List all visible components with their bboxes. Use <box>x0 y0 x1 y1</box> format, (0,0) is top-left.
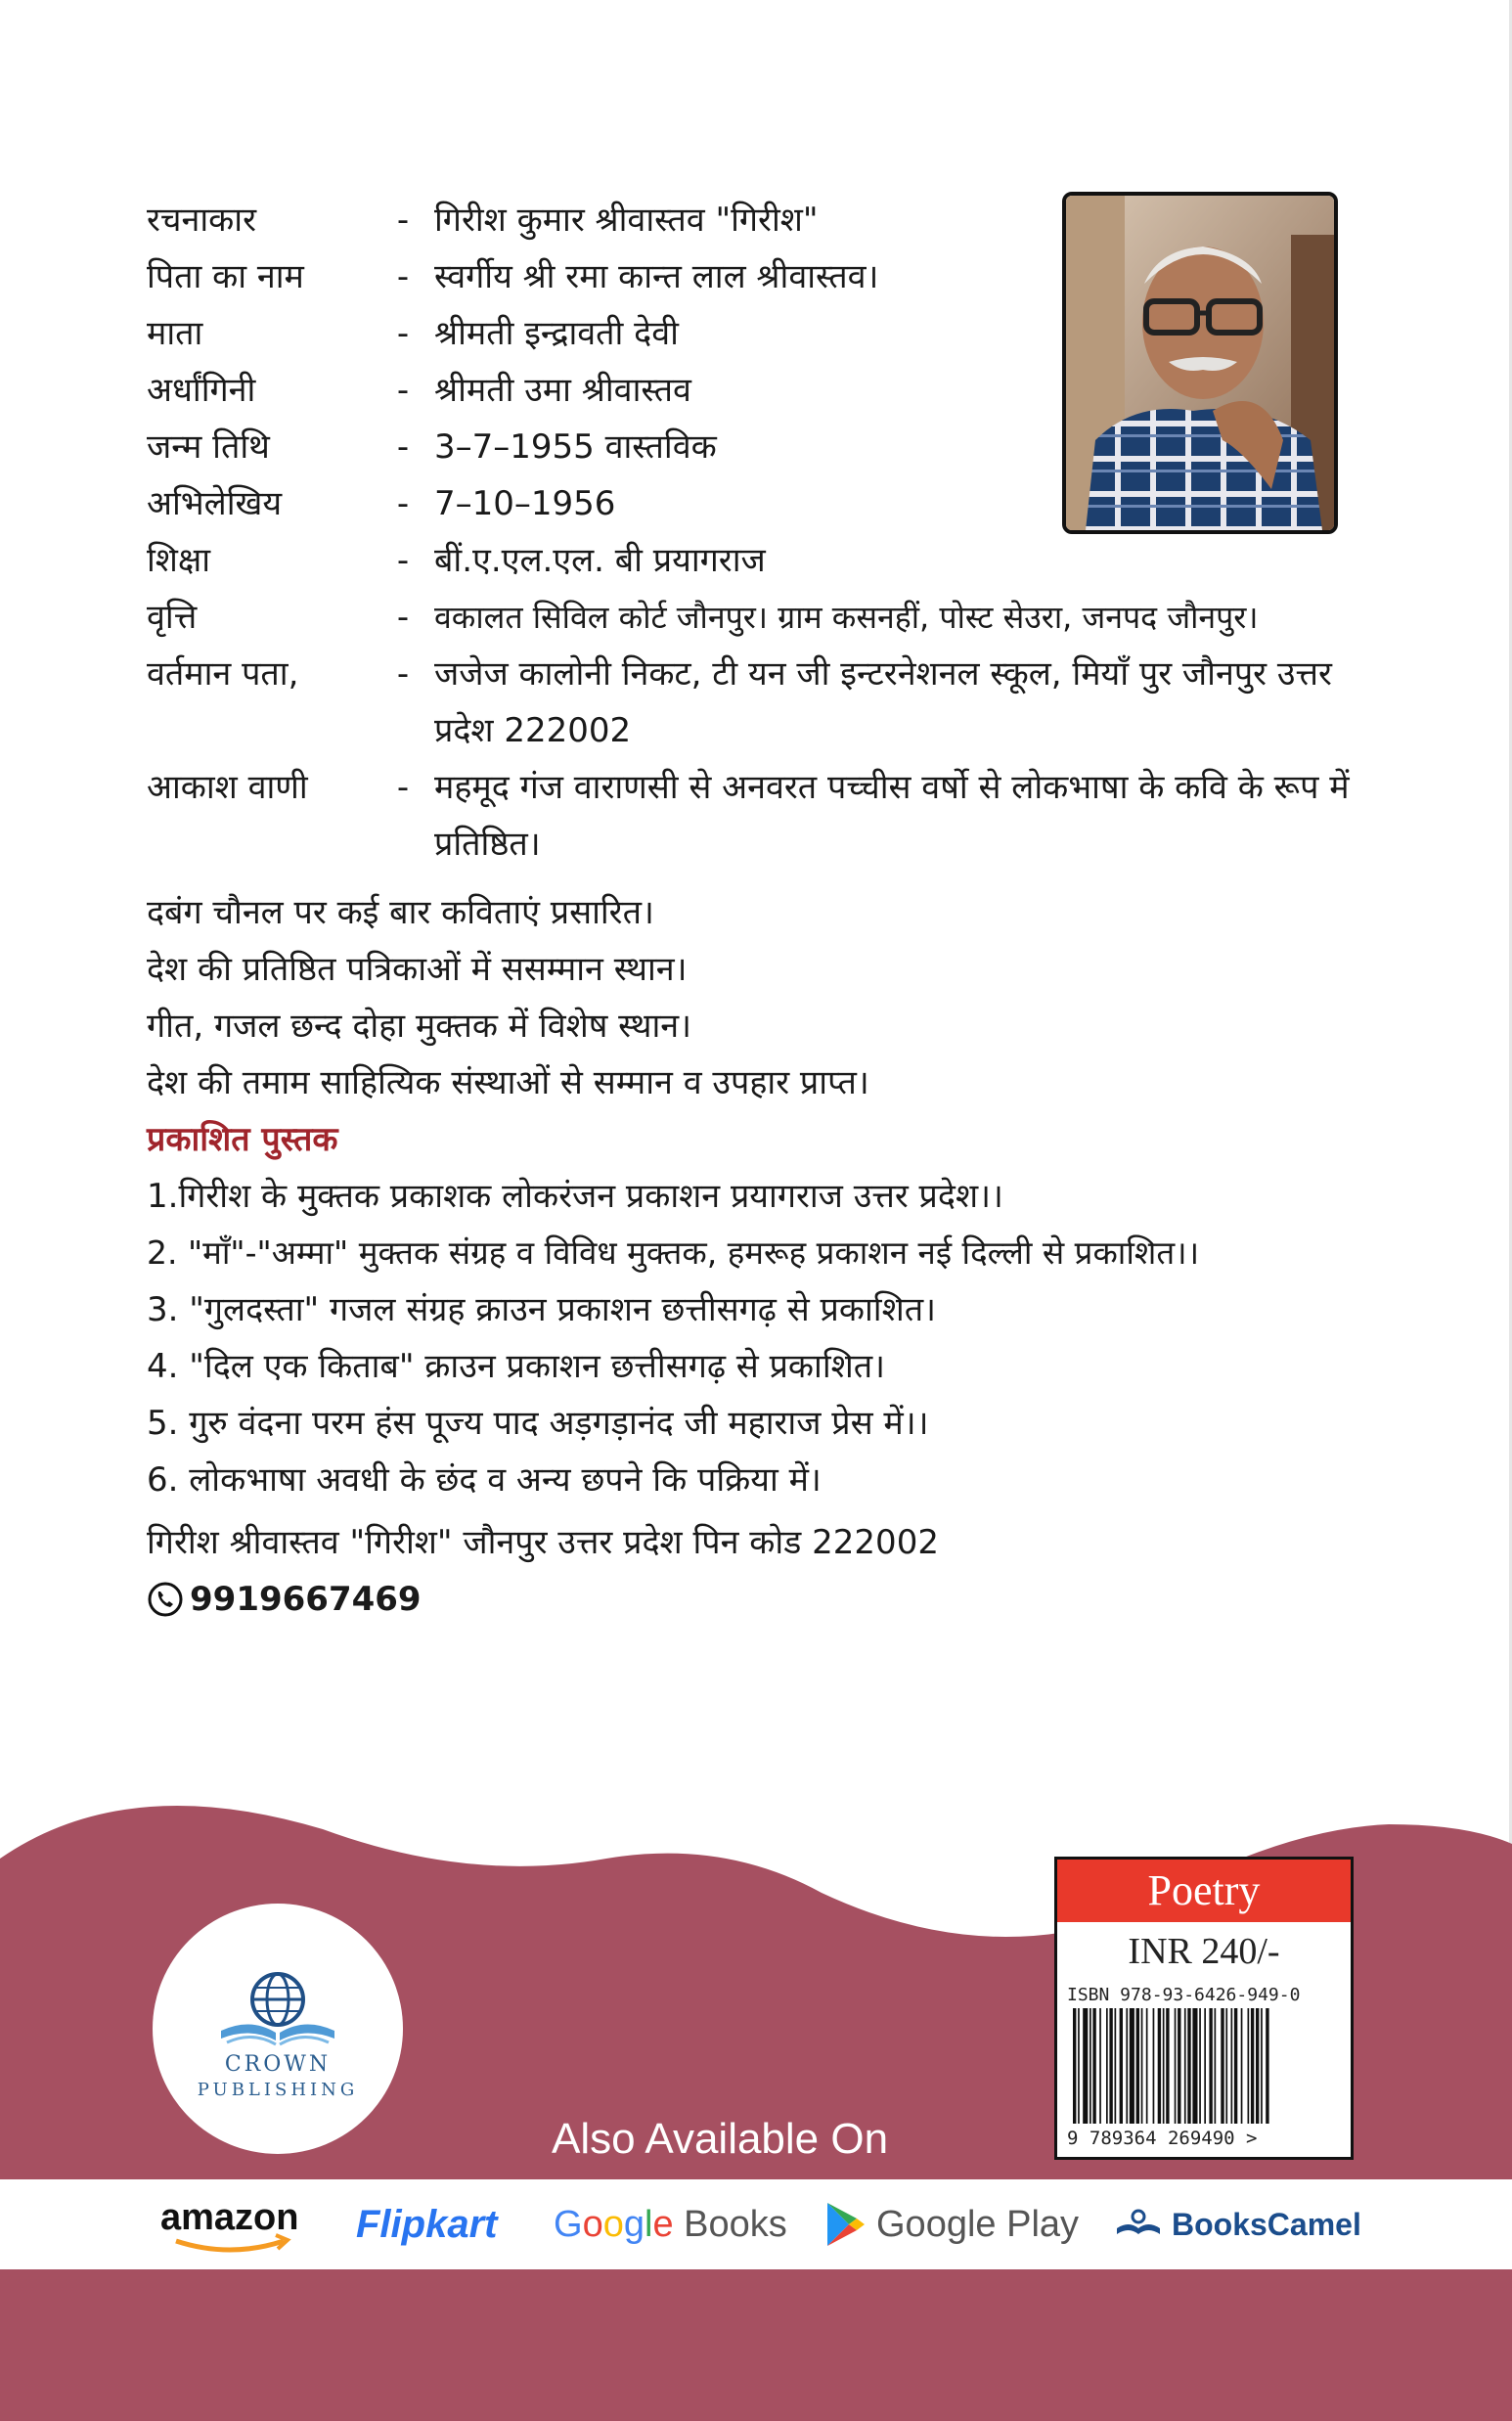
barcode-bar <box>1141 2008 1143 2124</box>
bio-dash: - <box>396 541 410 580</box>
barcode-bar <box>1090 2008 1091 2124</box>
note-line: देश की प्रतिष्ठित पत्रिकाओं में ससम्मान स्थान। <box>147 950 688 989</box>
store-bookscamel[interactable] <box>1113 2179 1361 2269</box>
published-item: 2. "माँ"-"अम्मा" मुक्तक संग्रह व विविध मुक्तक, हमरूह प्रकाशन नई दिल्ली से प्रकाशित।। <box>147 1233 1200 1272</box>
notes-block <box>147 884 1418 1628</box>
bio-value: 7–10–1956 <box>434 484 616 523</box>
genre-label: Poetry <box>1057 1860 1351 1922</box>
published-item: 4. "दिल एक किताब" क्राउन प्रकाशन छत्तीसगढ़ से प्रकाशित। <box>147 1347 886 1386</box>
amazon-logo <box>156 2190 313 2259</box>
publisher-logo <box>153 1904 403 2154</box>
store-google-books[interactable] <box>554 2179 787 2269</box>
barcode-bar <box>1192 2008 1197 2124</box>
barcode-bar <box>1163 2008 1165 2124</box>
bookscamel-icon <box>1113 2205 1164 2244</box>
bio-row <box>147 759 1418 873</box>
bio-row <box>147 532 1418 589</box>
barcode-bar <box>1215 2008 1217 2124</box>
publisher-subname: PUBLISHING <box>197 2080 359 2100</box>
google-books-letter: s <box>768 2203 787 2245</box>
google-books-letter: o <box>582 2203 603 2245</box>
barcode-bar <box>1178 2008 1180 2124</box>
google-books-letter: G <box>554 2203 583 2245</box>
bio-label: आकाश वाणी <box>147 768 308 807</box>
barcode-bar <box>1248 2008 1250 2124</box>
barcode-bar <box>1146 2008 1148 2124</box>
google-books-letter: o <box>602 2203 624 2245</box>
bio-value: बीं.ए.एल.एल. बी प्रयागराज <box>434 541 766 580</box>
bio-value: श्रीमती इन्द्रावती देवी <box>434 314 679 353</box>
barcode-bar <box>1083 2008 1088 2124</box>
barcode-number: 9 789364 269490 > <box>1067 2128 1258 2149</box>
bio-dash: - <box>396 427 410 467</box>
barcode-bar <box>1175 2008 1177 2124</box>
phone-icon <box>147 1581 184 1618</box>
bio-row <box>147 646 1418 759</box>
bio-dash: - <box>396 484 410 523</box>
google-books-letter: o <box>708 2203 730 2245</box>
published-item: 5. गुरु वंदना परम हंस पूज्य पाद अड़गड़ानंद जी महाराज प्रेस में।। <box>147 1404 929 1443</box>
available-title: Also Available On <box>552 2115 889 2163</box>
barcode-bar <box>1209 2008 1212 2124</box>
bio-label: पिता का नाम <box>147 257 304 296</box>
google-play-label: Google Play <box>876 2203 1080 2245</box>
barcode-bar <box>1234 2008 1237 2124</box>
note-line: दबंग चौनल पर कई बार कविताएं प्रसारित। <box>147 893 654 932</box>
barcode-bar <box>1184 2008 1186 2124</box>
bio-dash: - <box>396 768 410 807</box>
amazon-wordmark: amazon <box>160 2197 299 2238</box>
barcode-bar <box>1199 2008 1201 2124</box>
google-books-letter: e <box>652 2203 674 2245</box>
bookscamel-label: BooksCamel <box>1172 2206 1361 2242</box>
barcode-bar <box>1078 2008 1080 2124</box>
bio-label: शिक्षा <box>147 541 211 580</box>
barcode-bar <box>1221 2008 1223 2124</box>
bio-dash: - <box>396 201 410 240</box>
barcode-bar <box>1130 2008 1134 2124</box>
google-books-letter: B <box>684 2203 709 2245</box>
isbn-label: ISBN 978-93-6426-949-0 <box>1067 1985 1301 2005</box>
store-google-play[interactable] <box>823 2179 1079 2269</box>
barcode-bar <box>1073 2008 1076 2124</box>
google-books-letter: g <box>623 2203 645 2245</box>
bio-label: वर्तमान पता, <box>147 654 299 694</box>
google-books-letter: k <box>749 2203 769 2245</box>
bio-dash: - <box>396 371 410 410</box>
bio-label: रचनाकार <box>147 201 256 240</box>
bio-label: अर्धांगिनी <box>147 371 256 410</box>
bio-value: वकालत सिविल कोर्ट जौनपुर। ग्राम कसनहीं, पोस्ट सेउरा, जनपद जौनपुर। <box>434 599 1259 636</box>
store-amazon[interactable] <box>156 2179 313 2269</box>
google-play-icon <box>823 2201 867 2248</box>
barcode-bar <box>1126 2008 1128 2124</box>
note-line: देश की तमाम साहित्यिक संस्थाओं से सम्मान व उपहार प्राप्त। <box>147 1063 869 1102</box>
barcode-bar <box>1092 2008 1095 2124</box>
bio-dash: - <box>396 257 410 296</box>
barcode-bar <box>1204 2008 1206 2124</box>
bio-value: श्रीमती उमा श्रीवास्तव <box>434 371 691 410</box>
barcode-bar <box>1187 2008 1190 2124</box>
bio-dash: - <box>396 314 410 353</box>
store-flipkart[interactable]: Flipkart <box>356 2202 498 2246</box>
barcode-bar <box>1266 2008 1268 2124</box>
bio-label: माता <box>147 314 203 353</box>
globe-book-icon <box>153 1904 403 2154</box>
phone-number: 9919667469 <box>190 1580 422 1619</box>
author-photo <box>1062 192 1338 534</box>
google-books-letter: l <box>644 2203 653 2245</box>
published-item: 6. लोकभाषा अवधी के छंद व अन्य छपने कि पक्रिया में। <box>147 1460 822 1500</box>
barcode <box>1071 2008 1341 2126</box>
google-books-label <box>554 2204 787 2246</box>
barcode-bar <box>1109 2008 1112 2124</box>
note-line: गीत, गजल छन्द दोहा मुक्तक में विशेष स्थान। <box>147 1007 692 1046</box>
bio-dash: - <box>396 598 410 637</box>
barcode-bar <box>1166 2008 1169 2124</box>
barcode-bar <box>1256 2008 1259 2124</box>
bio-label: वृत्ति <box>147 598 198 637</box>
phone-line <box>147 1571 1418 1628</box>
bio-value: जजेज कालोनी निकट, टी यन जी इन्टरनेशनल स्कूल, मियाँ पुर जौनपुर उत्तर प्रदेश 222002 <box>434 654 1332 750</box>
published-item: 1.गिरीश के मुक्तक प्रकाशक लोकरंजन प्रकाशन प्रयागराज उत्तर प्रदेश।। <box>147 1177 1003 1216</box>
bio-value: महमूद गंज वाराणसी से अनवरत पच्चीस वर्षो से लोकभाषा के कवि के रूप में प्रतिष्ठित। <box>434 768 1350 864</box>
published-heading: प्रकाशित पुस्तक <box>147 1120 338 1159</box>
bio-label: जन्म तिथि <box>147 427 270 467</box>
barcode-bar <box>1136 2008 1139 2124</box>
barcode-bar <box>1120 2008 1123 2124</box>
price-label: INR 240/- <box>1128 1931 1280 1972</box>
bio-dash: - <box>396 654 410 694</box>
barcode-bar <box>1241 2008 1243 2124</box>
publisher-name: CROWN <box>224 2052 332 2077</box>
price-box <box>1054 1857 1354 2160</box>
bio-row <box>147 589 1418 646</box>
barcode-bar <box>1231 2008 1233 2124</box>
author-photo-image <box>1066 196 1334 530</box>
barcode-bar <box>1099 2008 1101 2124</box>
barcode-bar <box>1261 2008 1263 2124</box>
barcode-bar <box>1106 2008 1108 2124</box>
barcode-bar <box>1158 2008 1161 2124</box>
footer-address: गिरीश श्रीवास्तव "गिरीश" जौनपुर उत्तर प्रदेश पिन कोड 222002 <box>147 1523 939 1562</box>
bio-value: 3–7–1955 वास्तविक <box>434 427 717 467</box>
barcode-bar <box>1251 2008 1254 2124</box>
bio-value: गिरीश कुमार श्रीवास्तव "गिरीश" <box>434 201 819 240</box>
barcode-bar <box>1153 2008 1155 2124</box>
published-item: 3. "गुलदस्ता" गजल संग्रह क्राउन प्रकाशन छत्तीसगढ़ से प्रकाशित। <box>147 1290 936 1329</box>
google-books-letter: o <box>729 2203 750 2245</box>
barcode-bar <box>1115 2008 1117 2124</box>
bio-value: स्वर्गीय श्री रमा कान्त लाल श्रीवास्तव। <box>434 257 879 296</box>
bio-label: अभिलेखिय <box>147 484 283 523</box>
google-books-letter <box>674 2204 685 2245</box>
barcode-bar <box>1225 2008 1227 2124</box>
